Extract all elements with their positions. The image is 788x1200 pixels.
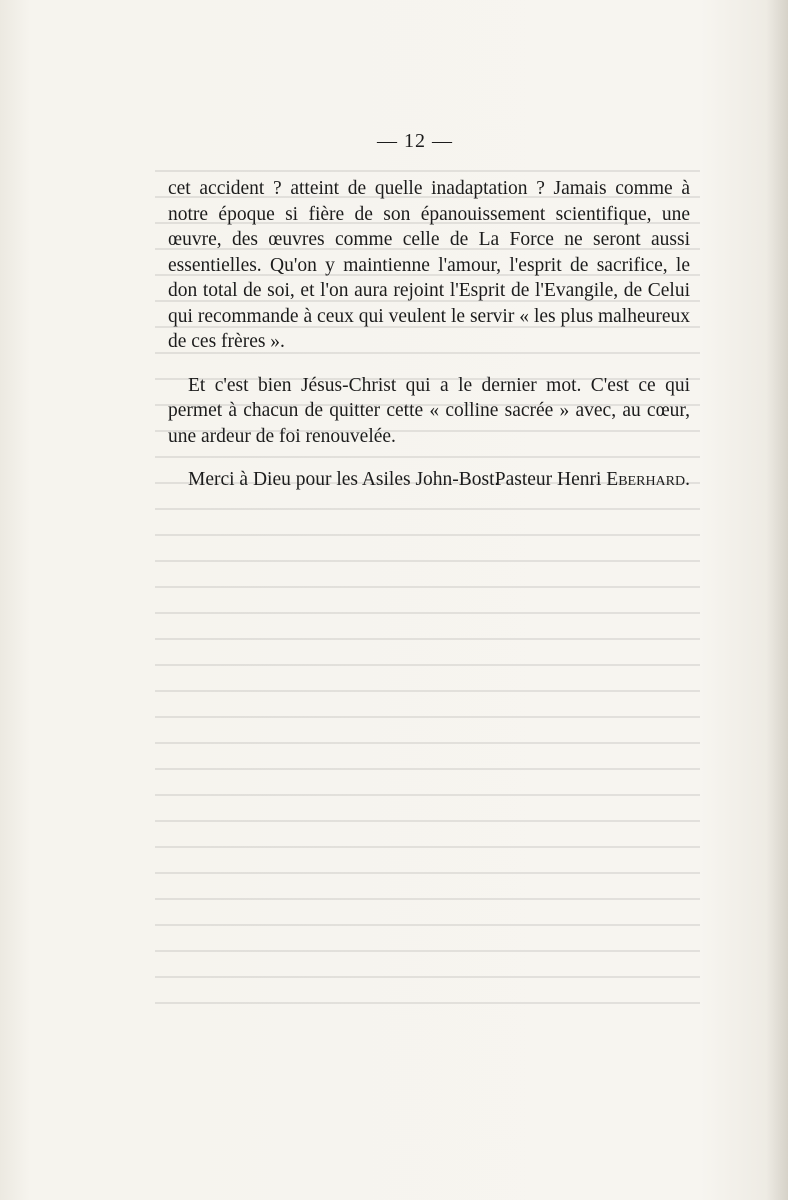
text-line: sacrifice, le don total de soi, et l'on aura rejoint l'Esprit [168, 254, 691, 301]
text-line: cet accident ? atteint de quelle inadaptation ? Jamais comme [168, 178, 673, 199]
page-edge-shadow [766, 0, 788, 1200]
text-line: au cœur, une ardeur de foi renouvelée. [168, 400, 691, 447]
page-number: — 12 — [377, 130, 453, 152]
signature [168, 469, 690, 491]
body-text [168, 176, 690, 493]
signature-surname-rest: berhard. [618, 469, 690, 490]
text-line: Merci à Dieu pour les Asiles John-Bost. [188, 469, 500, 490]
text-line: Et c'est bien Jésus-Christ qui a le dernier mot. C'est ce [188, 374, 656, 396]
paragraph-1 [168, 176, 690, 355]
text-line: le servir « les plus malheureux de ces frères ». [168, 305, 691, 352]
text-line: à notre époque si fière de son épanouissement scientifique, [168, 178, 690, 225]
signature-prefix: Pasteur Henri E [494, 469, 619, 490]
text-line: une œuvre, des œuvres comme celle de La Force ne seront [168, 203, 690, 250]
text-line: qui permet à chacun de quitter cette « colline sacrée » avec, [168, 374, 690, 421]
text-line: aussi essentielles. Qu'on y maintienne l'amour, l'esprit de [168, 229, 691, 276]
text-line: de l'Evangile, de Celui qui recommande à ceux qui veulent [168, 280, 691, 327]
paragraph-2 [168, 373, 690, 450]
